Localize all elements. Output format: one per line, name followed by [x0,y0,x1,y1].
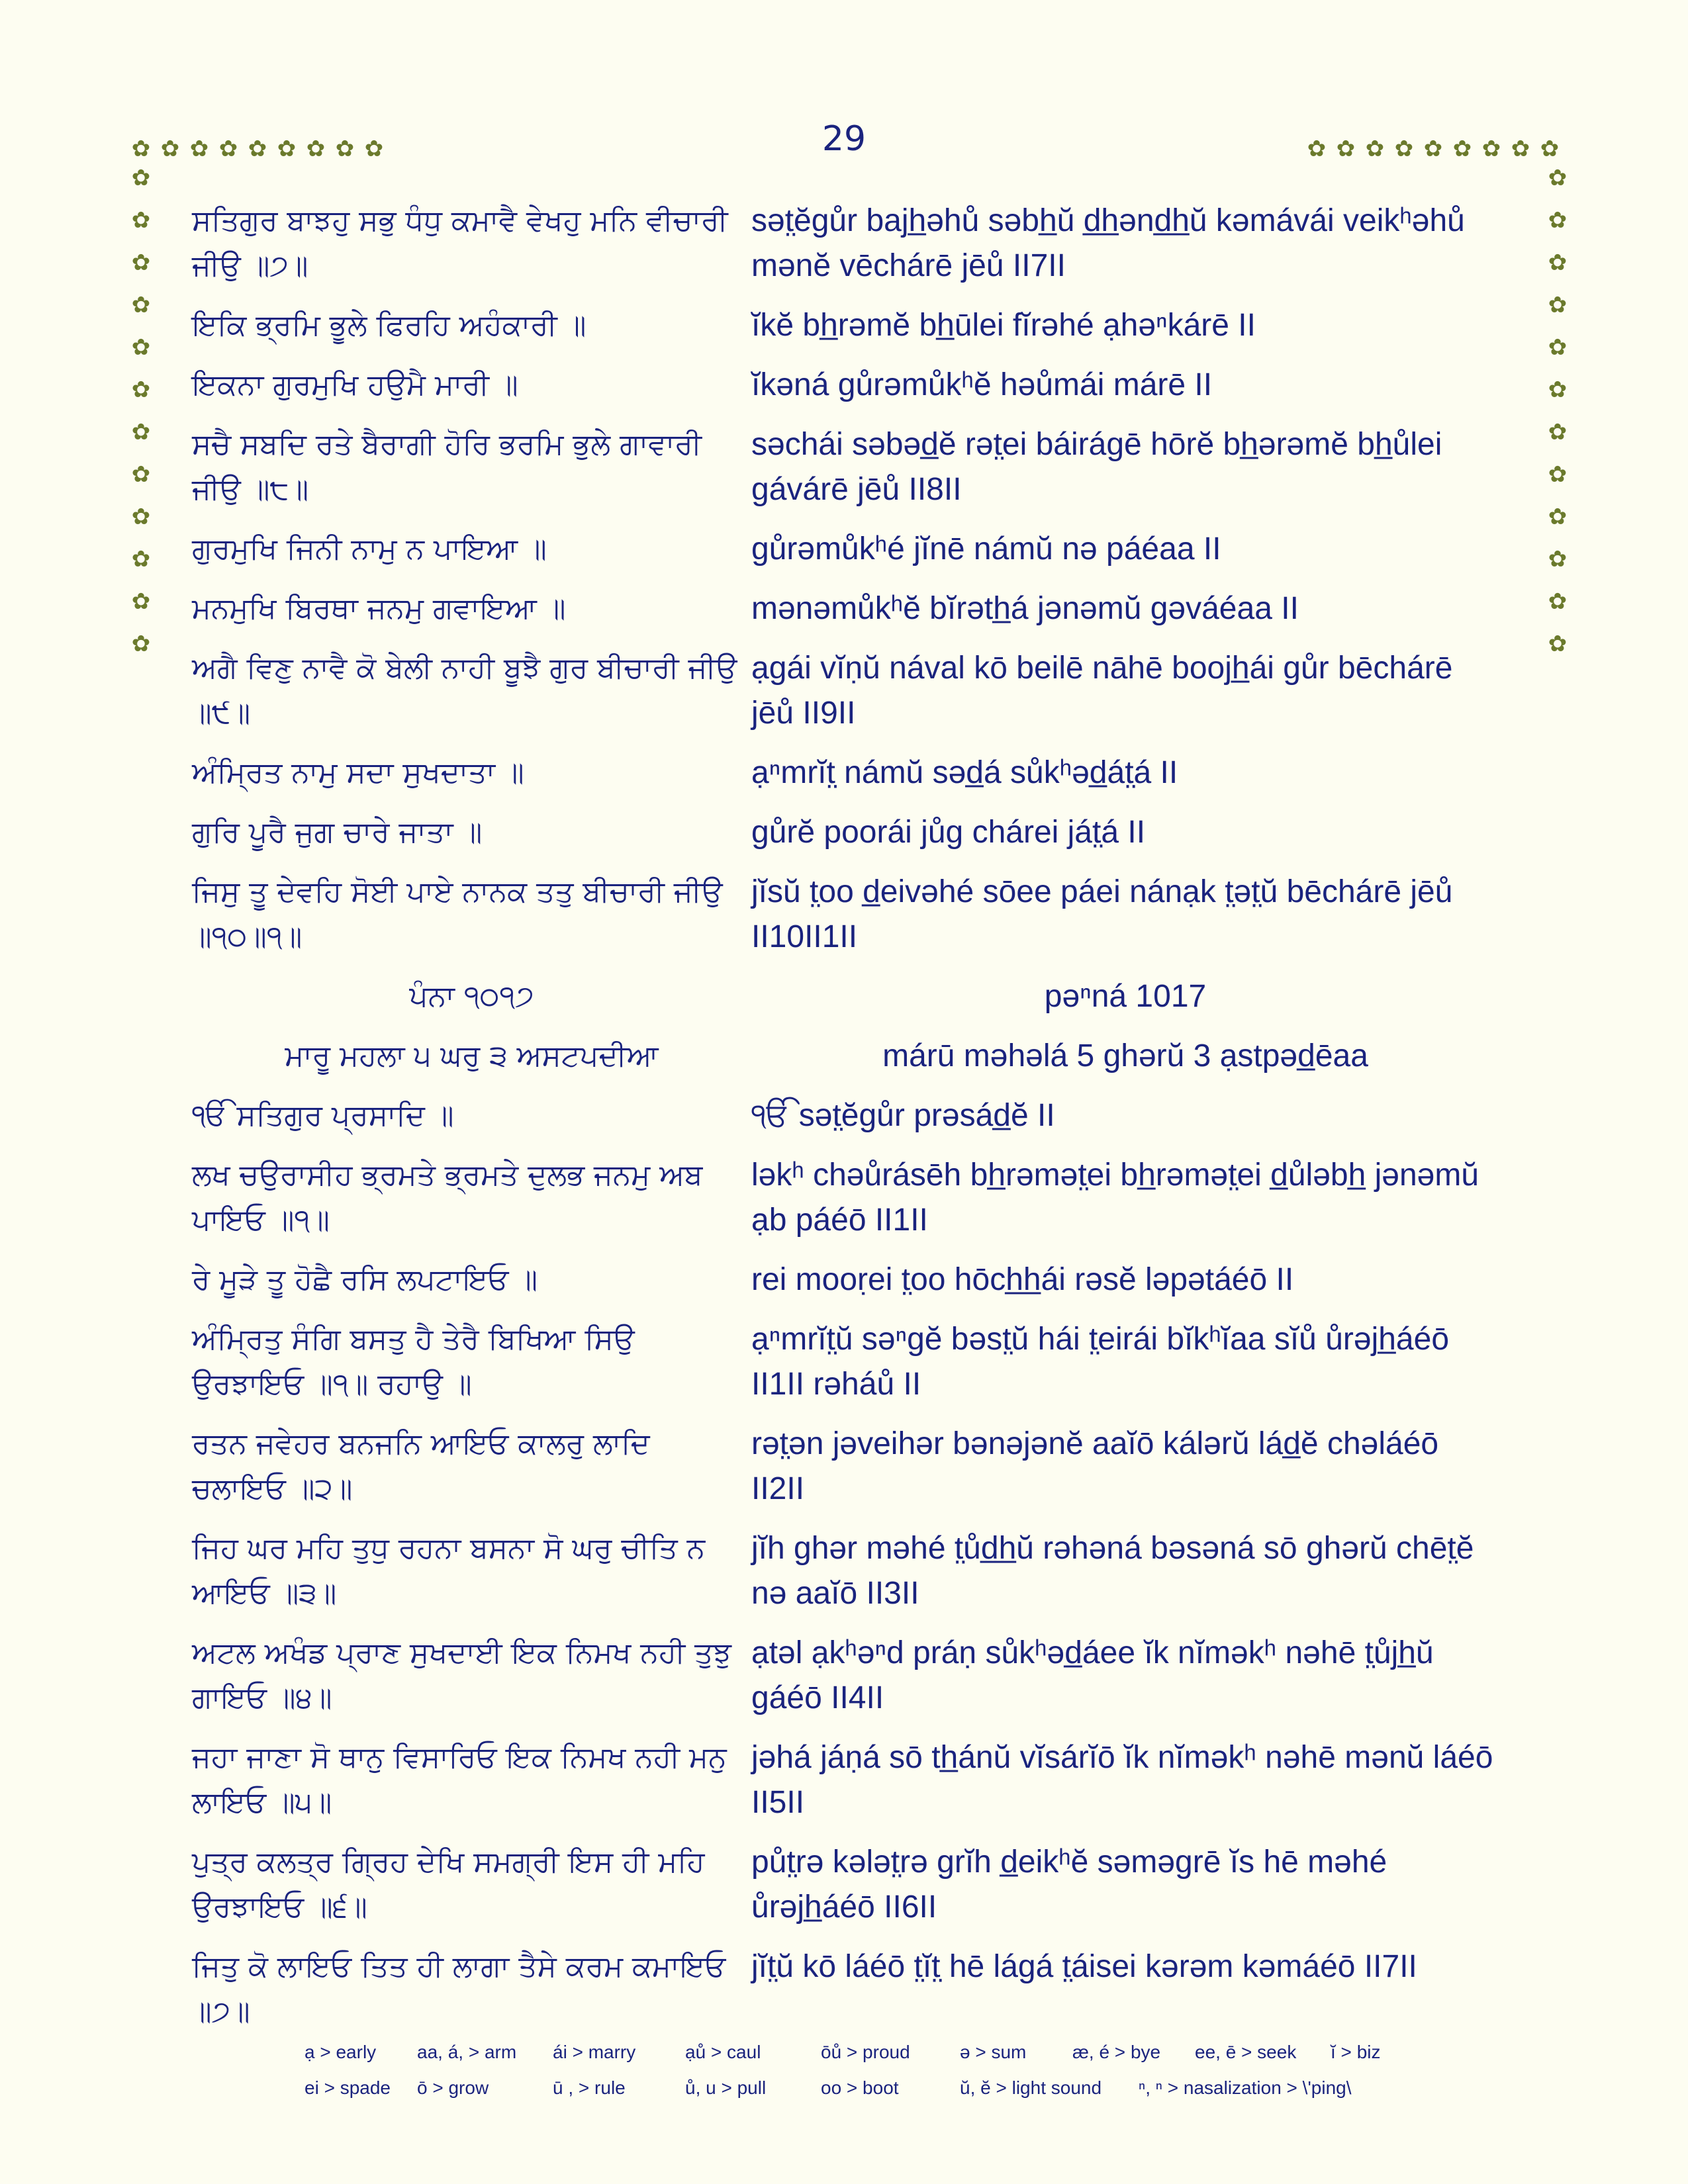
transliteration-line: ĭkĕ bh̲rəmĕ bh̲ūlei fĭrəhé ạhəⁿkárē II [751,308,1256,343]
verse-row [192,751,1509,796]
flower-icon: ✿ [1548,334,1568,361]
verse-row [192,303,1509,348]
flower-icon: ✿ [248,136,267,162]
gurmukhi-line: ਸਤਿਗੁਰ ਬਾਝਹੁ ਸਭੁ ਧੰਧੁ ਕਮਾਵੈ ਵੇਖਹੁ ਮਨਿ ਵੀਚਾਰੀ ਜੀਉ ॥੭॥ [192,204,728,283]
gurmukhi-line: ਇਕਿ ਭ੍ਰਮਿ ਭੂਲੇ ਫਿਰਹਿ ਅਹੰਕਾਰੀ ॥ [192,308,586,342]
flower-icon: ✿ [1548,292,1568,318]
transliteration-line: jĭt̤ŭ kō láéō t̤ĭt̤ hē lágá t̤áisei kərəm kəmáéō II7II [751,1949,1417,1984]
flower-icon: ✿ [189,136,209,162]
flower-icon: ✿ [277,136,297,162]
verse-row [192,1317,1509,1407]
flower-icon: ✿ [1548,250,1568,276]
verse-row [192,1944,1509,2034]
verse-row [192,422,1509,512]
transliteration-line: márū məhəlá 5 ghərŭ 3 ạstpəd̲ēaa [882,1038,1368,1073]
flower-icon: ✿ [1548,165,1568,191]
transliteration-line: ੴ sət̤ĕgůr prəsád̲ĕ II [751,1098,1055,1133]
legend-item: ů, u > pull [685,2077,767,2098]
flower-icon: ✿ [131,250,151,276]
legend-item: ū , > rule [553,2077,626,2098]
transliteration-line: ĭkəná gůrəmůkʰĕ həůmái márē II [751,367,1213,402]
page-number: 29 [821,119,867,159]
flower-icon: ✿ [1548,588,1568,615]
verse-row [192,1257,1509,1302]
transliteration-line: ạtəl ạkʰəⁿd práṇ sůkʰəd̲áee ĭk nĭməkʰ nəhē t̤ůjh̲ŭ gáéō II4II [751,1635,1434,1715]
transliteration-line: jĭsŭ t̤oo d̲eivəhé sōee páei nánạk t̤ət̤ŭ bēchárē jēů II10II1II [751,874,1453,954]
gurmukhi-line: ਜਹਾ ਜਾਣਾ ਸੋ ਥਾਨੁ ਵਿਸਾਰਿਓ ਇਕ ਨਿਮਖ ਨਹੀ ਮਨੁ ਲਾਇਓ ॥੫॥ [192,1741,727,1819]
transliteration-line: ạⁿmrĭt̤ŭ səⁿgĕ bəst̤ŭ hái t̤eirái bĭkʰĭaa sĭů ůrəjh̲áéō II1II rəháů II [751,1322,1450,1402]
legend-item: ōů > proud [821,2042,910,2062]
transliteration-line: ạⁿmrĭt̤ námŭ səd̲á sůkʰəd̲át̤á II [751,755,1178,790]
verse-row [192,527,1509,572]
legend-item: ō > grow [417,2077,489,2098]
flower-icon: ✿ [1452,136,1472,162]
gurmukhi-line: ਜਿਹ ਘਰ ਮਹਿ ਤੁਧੁ ਰਹਨਾ ਬਸਨਾ ਸੋ ਘਰੁ ਚੀਤਿ ਨ ਆਇਓ ॥੩॥ [192,1531,706,1610]
legend-item: ee, ē > seek [1195,2042,1297,2062]
flower-icon: ✿ [1548,504,1568,530]
flower-icon: ✿ [1307,136,1327,162]
verse-table [192,199,1509,2049]
flower-icon: ✿ [218,136,238,162]
transliteration-line: rei mooṛei t̤oo hōch̲h̲ái rəsĕ ləpətáéō II [751,1262,1294,1297]
gurmukhi-line: ਜਿਤੁ ਕੋ ਲਾਇਓ ਤਿਤ ਹੀ ਲਾਗਾ ਤੈਸੇ ਕਰਮ ਕਮਾਇਓ ॥੭॥ [192,1950,726,2028]
gurmukhi-line: ਇਕਨਾ ਗੁਰਮੁਖਿ ਹਉਮੈ ਮਾਰੀ ॥ [192,368,518,402]
transliteration-line: sət̤ĕgůr bajh̲əhů səbh̲ŭ d̲h̲ənd̲h̲ŭ kəmávái veikʰəhů mənĕ vēchárē jēů II7II [751,203,1465,283]
gurmukhi-line: ਮਾਰੂ ਮਹਲਾ ੫ ਘਰੁ ੩ ਅਸਟਪਦੀਆ [285,1039,659,1073]
verse-row [192,1153,1509,1243]
pronunciation-legend [305,2042,1496,2113]
legend-item: ĭ > biz [1331,2042,1381,2062]
gurmukhi-line: ਅਟਲ ਅਖੰਡ ਪ੍ਰਾਣ ਸੁਖਦਾਈ ਇਕ ਨਿਮਖ ਨਹੀ ਤੁਝੁ ਗਾਇਓ ॥੪॥ [192,1636,732,1715]
verse-row [192,974,1509,1019]
verse-row [192,1526,1509,1616]
legend-item: ə > sum [960,2042,1027,2062]
flower-icon: ✿ [1540,136,1560,162]
flower-icon: ✿ [1511,136,1530,162]
transliteration-line: jĭh ghər məhé t̤ůd̲h̲ŭ rəhəná bəsəná sō ghərŭ chēt̤ĕ nə aaĭō II3II [751,1531,1474,1611]
gurmukhi-line: ਅੰਮ੍ਰਿਤ ਨਾਮੁ ਸਦਾ ਸੁਖਦਾਤਾ ॥ [192,756,524,790]
transliteration-line: ạgái vĭṇŭ nával kō beilē nāhē boojh̲ái gůr bēchárē jēů II9II [751,651,1453,731]
flower-icon: ✿ [131,546,151,572]
legend-item: æ, é > bye [1072,2042,1161,2062]
flower-icon: ✿ [1548,461,1568,488]
legend-row [305,2077,1496,2099]
transliteration-line: pəⁿná 1017 [1044,979,1207,1014]
legend-item: aa, á, > arm [417,2042,517,2062]
transliteration-line: ləkʰ chəůrásēh bh̲rəmət̤ei bh̲rəmət̤ei d̲ůləbh̲ jənəmŭ ạb páéō II1II [751,1158,1479,1238]
gurmukhi-line: ਸਚੈ ਸਬਦਿ ਰਤੇ ਬੈਰਾਗੀ ਹੋਰਿ ਭਰਮਿ ਭੁਲੇ ਗਾਵਾਰੀ ਜੀਉ ॥੮॥ [192,428,702,506]
flower-icon: ✿ [160,136,180,162]
gurmukhi-line: ਪੁਤ੍ਰ ਕਲਤ੍ਰ ਗ੍ਰਿਹ ਦੇਖਿ ਸਮਗ੍ਰੀ ਇਸ ਹੀ ਮਹਿ ਉਰਝਾਇਓ ॥੬॥ [192,1845,705,1924]
transliteration-line: jəhá jáṇá sō th̲ánŭ vĭsárĭō ĭk nĭməkʰ nəhē mənŭ láéō II5II [751,1740,1493,1820]
legend-item: ei > spade [305,2077,391,2098]
flower-icon: ✿ [131,136,151,162]
transliteration-line: rət̤ən jəveihər bənəjənĕ aaĭō kálərŭ lád̲ĕ chəláéō II2II [751,1426,1439,1506]
gurmukhi-line: ਗੁਰਮੁਖਿ ਜਿਨੀ ਨਾਮੁ ਨ ਪਾਇਆ ॥ [192,532,547,566]
legend-row [305,2042,1496,2063]
flower-icon: ✿ [131,588,151,615]
verse-row [192,363,1509,408]
verse-row [192,199,1509,289]
flower-icon: ✿ [131,631,151,657]
flower-icon: ✿ [131,334,151,361]
flower-icon: ✿ [1548,207,1568,234]
legend-item: ⁿ, ⁿ > nasalization > \'ping\ [1139,2077,1352,2098]
flower-icon: ✿ [131,377,151,403]
gurmukhi-line: ੴ ਸਤਿਗੁਰ ਪ੍ਰਸਾਦਿ ॥ [192,1099,454,1132]
flower-icon: ✿ [1336,136,1356,162]
legend-item: ạů > caul [685,2042,761,2062]
flower-icon: ✿ [131,461,151,488]
flower-icon: ✿ [364,136,384,162]
verse-row [192,870,1509,960]
legend-item: ái > marry [553,2042,636,2062]
gurmukhi-line: ਜਿਸੁ ਤੂ ਦੇਵਹਿ ਸੋਈ ਪਾਏ ਨਾਨਕ ਤਤੁ ਬੀਚਾਰੀ ਜੀਉ ॥੧੦॥੧॥ [192,875,723,954]
gurmukhi-line: ਗੁਰਿ ਪੂਰੈ ਜੁਗ ਚਾਰੇ ਜਾਤਾ ॥ [192,815,483,849]
flower-icon: ✿ [131,165,151,191]
gurmukhi-line: ਲਖ ਚਉਰਾਸੀਹ ਭ੍ਰਮਤੇ ਭ੍ਰਮਤੇ ਦੁਲਭ ਜਨਮੁ ਅਬ ਪਾਇਓ ॥੧॥ [192,1158,703,1237]
flower-icon: ✿ [131,504,151,530]
flower-icon: ✿ [1548,377,1568,403]
flower-icon: ✿ [1481,136,1501,162]
flower-icon: ✿ [335,136,355,162]
flower-icon: ✿ [131,292,151,318]
verse-row [192,1034,1509,1079]
legend-item: oo > boot [821,2077,899,2098]
verse-row [192,1093,1509,1138]
transliteration-line: půt̤rə kələt̤rə grĭh d̲eikʰĕ səməgrē ĭs hē məhé ůrəjh̲áéō II6II [751,1844,1387,1925]
verse-row [192,1840,1509,1930]
flower-icon: ✿ [131,419,151,445]
gurmukhi-line: ਅਗੈ ਵਿਣੁ ਨਾਵੈ ਕੋ ਬੇਲੀ ਨਾਹੀ ਬੂਝੈ ਗੁਰ ਬੀਚਾਰੀ ਜੀਉ ॥੯॥ [192,651,737,730]
gurmukhi-line: ਪੰਨਾ ੧੦੧੭ [409,979,534,1013]
verse-row [192,586,1509,631]
verse-row [192,1735,1509,1825]
legend-item: ŭ, ĕ > light sound [960,2077,1102,2098]
gurmukhi-line: ਰਤਨ ਜਵੇਹਰ ਬਨਜਨਿ ਆਇਓ ਕਾਲਰੁ ਲਾਦਿ ਚਲਾਇਓ ॥੨॥ [192,1427,650,1506]
flower-icon: ✿ [306,136,326,162]
verse-row [192,1631,1509,1721]
verse-row [192,810,1509,855]
gurmukhi-line: ਮਨਮੁਖਿ ਬਿਰਥਾ ਜਨਮੁ ਗਵਾਇਆ ॥ [192,592,566,625]
flower-icon: ✿ [1548,546,1568,572]
verse-row [192,646,1509,736]
verse-row [192,1422,1509,1512]
flower-icon: ✿ [1394,136,1414,162]
flower-icon: ✿ [1548,419,1568,445]
flower-icon: ✿ [1548,631,1568,657]
flower-icon: ✿ [1365,136,1385,162]
gurmukhi-line: ਅੰਮ੍ਰਿਤੁ ਸੰਗਿ ਬਸਤੁ ਹੈ ਤੇਰੈ ਬਿਖਿਆ ਸਿਉ ਉਰਝਾਇਓ ॥੧॥ ਰਹਾਉ ॥ [192,1322,635,1401]
flower-icon: ✿ [1423,136,1443,162]
transliteration-line: mənəmůkʰĕ bĭrəth̲á jənəmŭ gəváéaa II [751,591,1299,626]
legend-item: ạ > early [305,2042,377,2062]
transliteration-line: səchái səbəd̲ĕ rət̤ei báirágē hōrĕ bh̲ərəmĕ bh̲ůlei gávárē jēů II8II [751,427,1442,507]
transliteration-line: gůrĕ poorái jůg chárei ját̤á II [751,815,1146,850]
flower-icon: ✿ [131,207,151,234]
gurmukhi-line: ਰੇ ਮੂੜੇ ਤੂ ਹੋਛੈ ਰਸਿ ਲਪਟਾਇਓ ॥ [192,1263,538,1297]
transliteration-line: gůrəmůkʰé jĭnē námŭ nə páéaa II [751,531,1221,567]
